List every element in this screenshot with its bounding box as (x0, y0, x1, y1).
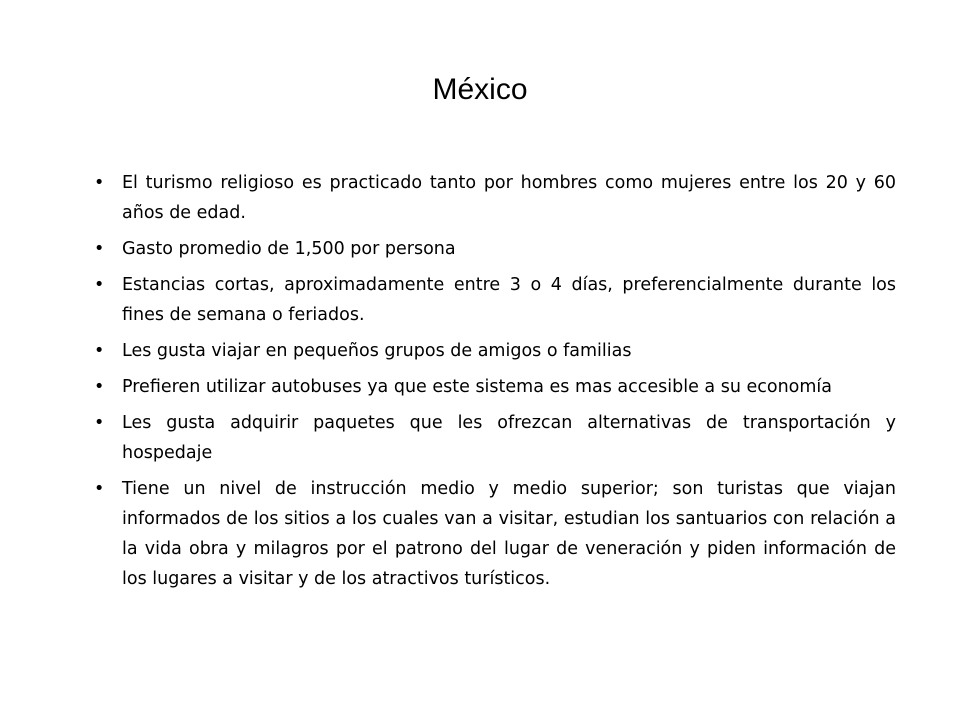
bullet-item (94, 408, 896, 468)
bullet-dot-icon: • (94, 341, 105, 361)
bullet-text: Tiene un nivel de instrucción medio y medio superior; son turistas que viajan informados de los sitios a los cuales van a visitar, estudian los santuarios con relación a la vida obra y milagros por el patrono del lugar de veneración y piden información de los lugares a visitar y de los atractivos turísticos. (122, 479, 896, 589)
bullet-text: Les gusta adquirir paquetes que les ofrezcan alternativas de transportación y hospedaje (122, 413, 896, 463)
bullet-dot-icon: • (94, 275, 105, 295)
bullet-item (94, 234, 896, 264)
bullet-dot-icon: • (94, 377, 105, 397)
bullet-dot-icon: • (94, 413, 105, 433)
bullet-dot-icon: • (94, 239, 105, 259)
bullet-dot-icon: • (94, 479, 105, 499)
bullet-text: Prefieren utilizar autobuses ya que este sistema es mas accesible a su economía (122, 377, 832, 397)
bullet-text: Gasto promedio de 1,500 por persona (122, 239, 456, 259)
bullet-item (94, 270, 896, 330)
bullet-item (94, 336, 896, 366)
bullet-text: Les gusta viajar en pequeños grupos de amigos o familias (122, 341, 632, 361)
bullet-text: El turismo religioso es practicado tanto por hombres como mujeres entre los 20 y 60 años de edad. (122, 173, 896, 223)
bullet-item (94, 474, 896, 594)
bullet-item (94, 372, 896, 402)
bullet-dot-icon: • (94, 173, 105, 193)
slide-title: México (432, 73, 528, 106)
bullet-item (94, 168, 896, 228)
bullet-text: Estancias cortas, aproximadamente entre 3 o 4 días, preferencialmente durante los fines de semana o feriados. (122, 275, 896, 325)
bullet-list (94, 168, 896, 600)
